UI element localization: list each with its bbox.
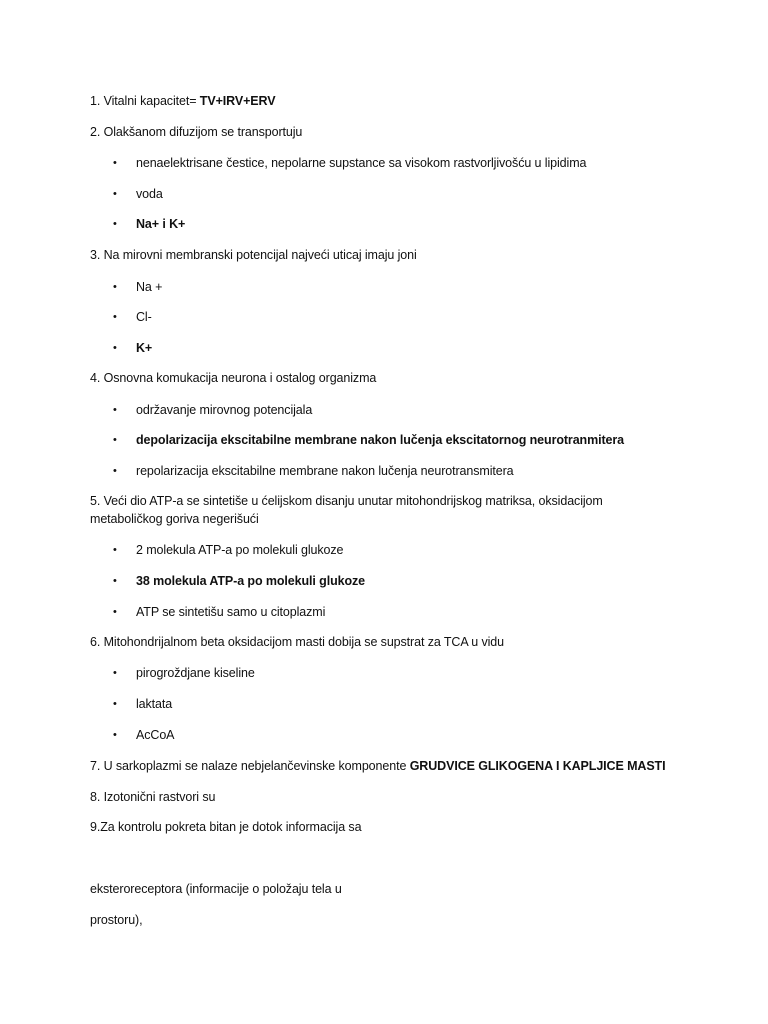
bullet-icon: • [113,157,117,169]
question-3: 3. Na mirovni membranski potencijal najveći uticaj imaju joni [90,248,417,262]
option-text: AcCoA [136,728,175,742]
question-4-option-2 [113,431,624,449]
option-text-answer: K+ [136,341,153,355]
bullet-icon: • [113,311,117,323]
option-text: Cl- [136,310,152,324]
bullet-icon: • [113,667,117,679]
bullet-icon: • [113,575,117,587]
option-text: pirogroždjane kiseline [136,666,255,680]
bullet-icon: • [113,465,117,477]
question-6-option-2 [113,695,172,713]
question-2-option-1 [113,154,586,172]
question-6-option-3 [113,726,174,744]
question-7-answer: GRUDVICE GLIKOGENA I KAPLJICE MASTI [409,759,666,773]
option-text-answer: depolarizacija ekscitabilne membrane nakon lučenja ekscitatornog neurotranmitera [136,433,624,447]
question-3-option-2 [113,308,152,326]
option-text: voda [136,187,163,201]
question-2-option-3 [113,215,185,233]
bullet-icon: • [113,434,117,446]
question-5-option-3 [113,603,325,621]
question-1-text: 1. Vitalni kapacitet= [90,94,200,108]
option-text: laktata [136,697,173,711]
bullet-icon: • [113,544,117,556]
bullet-icon: • [113,606,117,618]
option-text-answer: 38 molekula ATP-a po molekuli glukoze [136,574,365,588]
question-7 [90,757,665,775]
question-2-option-2 [113,185,163,203]
bullet-icon: • [113,281,117,293]
question-4: 4. Osnovna komukacija neurona i ostalog organizma [90,371,377,385]
option-text: 2 molekula ATP-a po molekuli glukoze [136,543,344,557]
question-1 [90,92,275,110]
question-9: 9.Za kontrolu pokreta bitan je dotok informacija sa [90,820,362,834]
question-9-answer-line-2: prostoru), [90,913,143,927]
question-5-option-2 [113,572,365,590]
option-text-answer: Na+ i K+ [136,217,186,231]
question-2: 2. Olakšanom difuzijom se transportuju [90,125,303,139]
question-3-option-3 [113,339,152,357]
bullet-icon: • [113,404,117,416]
bullet-icon: • [113,188,117,200]
option-text: ATP se sintetišu samo u citoplazmi [136,605,326,619]
question-6-option-1 [113,664,255,682]
question-4-option-3 [113,462,514,480]
option-text: repolarizacija ekscitabilne membrane nakon lučenja neurotransmitera [136,464,514,478]
question-1-answer: TV+IRV+ERV [199,94,276,108]
question-4-option-1 [113,401,312,419]
bullet-icon: • [113,342,117,354]
bullet-icon: • [113,218,117,230]
question-8: 8. Izotonični rastvori su [90,790,216,804]
question-7-text: 7. U sarkoplazmi se nalaze nebjelančevinske komponente [90,759,410,773]
question-3-option-1 [113,278,162,296]
question-6: 6. Mitohondrijalnom beta oksidacijom masti dobija se supstrat za TCA u vidu [90,635,505,649]
bullet-icon: • [113,729,117,741]
option-text: nenaelektrisane čestice, nepolarne supstance sa visokom rastvorljivošću u lipidima [136,156,587,170]
bullet-icon: • [113,698,117,710]
option-text: Na + [136,280,163,294]
question-5: 5. Veći dio ATP-a se sintetiše u ćelijskom disanju unutar mitohondrijskog matriksa, oksidacijom metaboličkog goriva negerišući [90,494,603,526]
question-5-option-1 [113,541,343,559]
option-text: održavanje mirovnog potencijala [136,403,313,417]
question-9-answer-line-1: eksteroreceptora (informacije o položaju tela u [90,882,342,896]
